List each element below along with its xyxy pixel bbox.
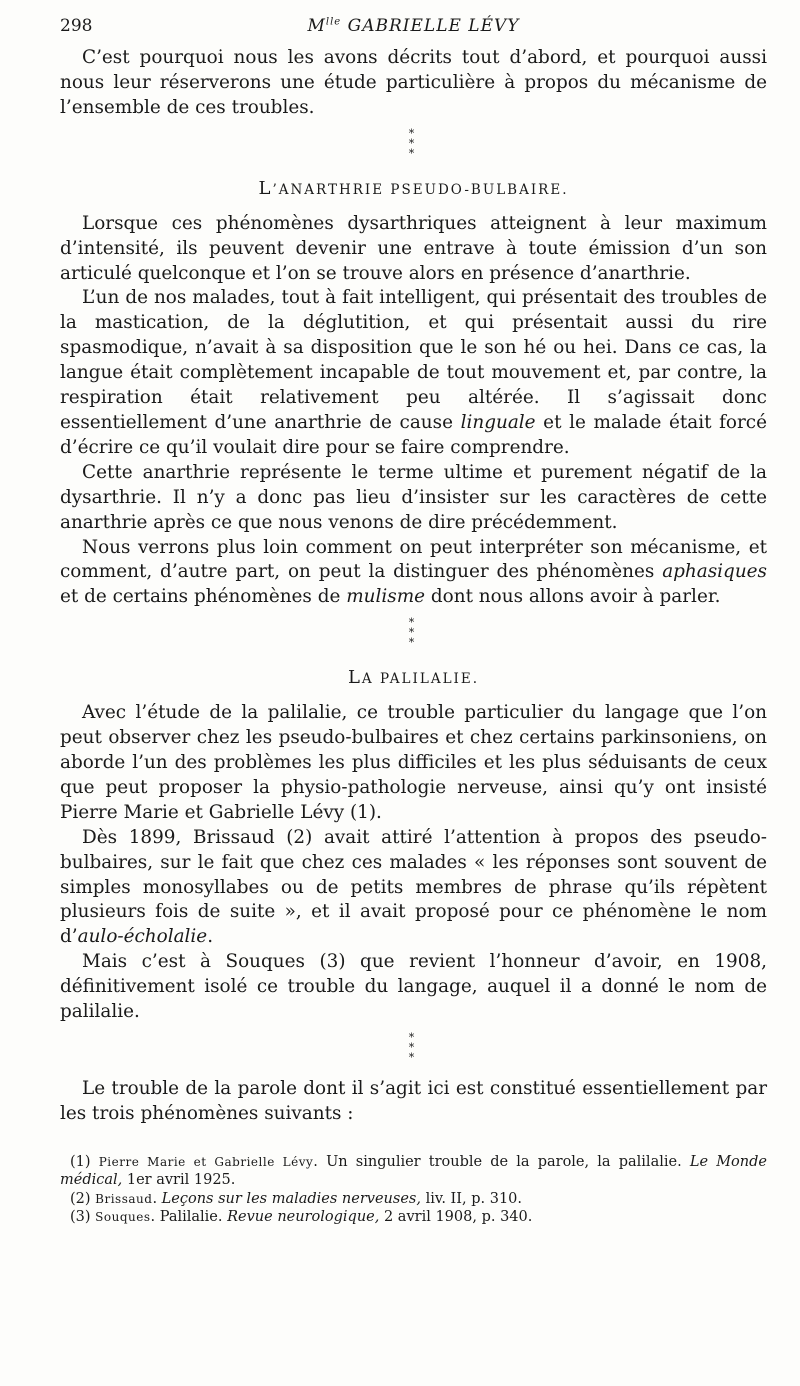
asterism: * * * [408,616,419,650]
asterism: * * * [408,126,419,160]
running-header [60,16,767,46]
paragraph: Dès 1899, Brissaud (2) avait attiré l’attention à propos des pseudo-bulbaires, sur le fait que chez ces malades « les réponses sont souvent de simples monosyllabes ou de petits membres de phrase qu’ils répètent plusieurs fois de suite », et il avait proposé pour ce phénomène le nom d’aulo-écholalie. [60,826,767,948]
section-heading-palilalie: LA PALILALIE. [347,667,480,689]
footnote: (3) Souques. Palilalie. Revue neurologique, 2 avril 1908, p. 340. [70,1209,533,1226]
footnotes [60,1153,767,1227]
page-number: 298 [60,16,93,36]
paragraph: Cette anarthrie représente le terme ultime et purement négatif de la dysarthrie. Il n’y a donc pas lieu d’insister sur les caractères de cette anarthrie après ce que nous venons de dire précédemment. [60,461,767,533]
running-title: $M^{lle}$ GABRIELLE LÉVY [307,16,520,36]
footnote: (1) Pierre Marie et Gabrielle Lévy. Un singulier trouble de la parole, la palilalie. Le Monde médical, 1er avril 1925. [60,1153,767,1189]
paragraph: C’est pourquoi nous les avons décrits tout d’abord, et pourquoi aussi nous leur réserverons une étude particulière à propos du mécanisme de l’ensemble de ces troubles. [60,47,767,118]
paragraph: Lorsque ces phénomènes dysarthriques atteignent à leur maximum d’intensité, ils peuvent devenir une entrave à toute émission d’un son articulé quelconque et l’on se trouve alors en présence d’anarthrie. [60,212,767,284]
paragraph: Le trouble de la parole dont il s’agit ici est constitué essentiellement par les trois phénomènes suivants : [60,1078,767,1124]
asterism: * * * [408,1031,419,1064]
paragraph: Avec l’étude de la palilalie, ce trouble particulier du langage que l’on peut observer chez les pseudo-bulbaires et chez certains parkinsoniens, on aborde l’un des problèmes les plus difficiles et les plus séduisants de ceux que peut proposer la physio-pathologie nerveuse, ainsi qu’y ont insisté Pierre Marie et Gabrielle Lévy (1). [60,702,767,823]
paragraph: Mais c’est à Souques (3) que revient l’honneur d’avoir, en 1908, définitivement isolé ce trouble du langage, auquel il a donné le nom de palilalie. [60,951,767,1023]
section-heading-anarthrie: L’ANARTHRIE PSEUDO-BULBAIRE. [258,177,569,199]
footnote: (2) Brissaud. Leçons sur les maladies nerveuses, liv. II, p. 310. [70,1190,523,1207]
book-page [60,16,767,1227]
paragraph: L’un de nos malades, tout à fait intelligent, qui présentait des troubles de la mastication, de la déglutition, et qui présentait aussi du rire spasmodique, n’avait à sa disposition que le son hé ou hei. Dans ce cas, la langue était complètement incapable de tout mouvement et, par contre, la respiration était relativement peu altérée. Il s’agissait donc essentiellement d’une anarthrie de cause linguale et le malade était forcé d’écrire ce qu’il voulait dire pour se faire comprendre. [60,287,767,458]
paragraph: Nous verrons plus loin comment on peut interpréter son mécanisme, et comment, d’autre part, on peut la distinguer des phénomènes aphasiques et de certains phénomènes de mulisme dont nous allons avoir à parler. [60,536,767,608]
